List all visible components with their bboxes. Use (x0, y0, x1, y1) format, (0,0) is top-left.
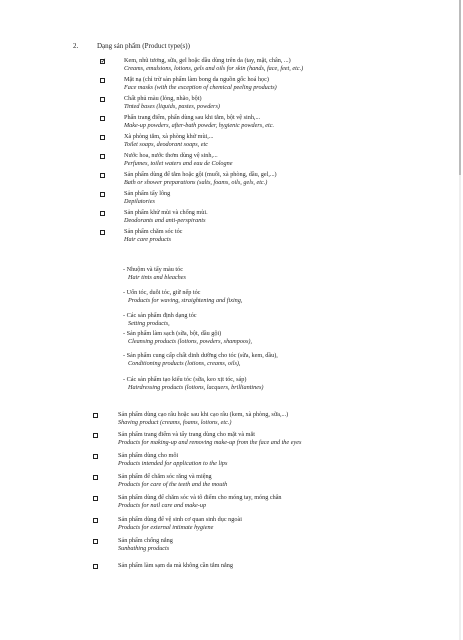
product-type-checkbox[interactable] (100, 154, 105, 159)
product-type-checkbox[interactable] (100, 59, 105, 64)
product-type-item (118, 562, 233, 570)
product-type-checkbox[interactable] (100, 135, 105, 140)
hair-care-subitem (123, 289, 242, 305)
product-type-checkbox[interactable] (100, 230, 105, 235)
subitem-label-vi: - Các sản phẩm định dạng tóc (123, 312, 197, 319)
item-label-en: Shaving product (creams, foams, lotions, etc.) (118, 419, 232, 426)
item-label-en: Deodorants and anti-perspirants (124, 217, 206, 224)
subitem-label-en: Products for waving, straightening and fixing, (128, 297, 243, 304)
product-type-checkbox[interactable] (100, 173, 105, 178)
product-type-item (118, 516, 242, 532)
section-title: Dạng sản phẩm (Product type(s)) (97, 42, 190, 50)
product-type-item (124, 57, 303, 73)
product-type-item (124, 95, 220, 111)
subitem-label-en: Conditioning products (lotions, creams, oils), (128, 360, 241, 367)
scan-edge (459, 0, 461, 640)
item-label-vi: Sản phẩm để chăm sóc răng và miệng (118, 473, 212, 480)
product-type-checkbox[interactable] (100, 116, 105, 121)
subitem-label-vi: - Các sản phẩm tạo kiểu tóc (sữa, keo xịt tóc, sáp) (123, 376, 247, 383)
product-type-item (124, 76, 277, 92)
product-type-item (118, 537, 173, 553)
item-label-vi: Sản phẩm dùng để tắm hoặc gội (muối, xà phòng, dầu, gel,...) (124, 171, 277, 178)
item-label-en: Toilet soaps, deodorant soaps, etc (124, 141, 208, 148)
subitem-label-en: Cleansing products (lotions, powders, shampoos), (128, 338, 253, 345)
item-label-vi: Sản phẩm khử mùi và chống mùi. (124, 209, 208, 216)
item-label-en: Products for making-up and removing make-up from the face and the eyes (118, 439, 302, 446)
product-type-checkbox[interactable] (100, 97, 105, 102)
item-label-en: Depilatories (124, 198, 155, 205)
subitem-label-en: Setting products, (128, 320, 170, 327)
product-type-item (118, 452, 227, 468)
product-type-checkbox[interactable] (93, 539, 98, 544)
product-type-checkbox[interactable] (93, 454, 98, 459)
item-label-vi: Xà phòng tắm, xà phòng khử mùi,... (124, 133, 214, 140)
hair-care-subitem (123, 330, 252, 346)
item-label-en: Hair care products (124, 236, 171, 243)
item-label-en: Products intended for application to the lips (118, 460, 228, 467)
subitem-label-vi: - Nhuộm và tẩy màu tóc (123, 266, 183, 273)
product-type-checkbox[interactable] (93, 433, 98, 438)
product-type-checkbox[interactable] (93, 413, 98, 418)
product-type-item (124, 133, 213, 149)
product-type-item (124, 228, 182, 244)
product-type-item (124, 171, 277, 187)
item-label-vi: Sản phẩm dùng cạo râu hoặc sau khi cạo râu (kem, xà phòng, sữa,...) (118, 411, 289, 418)
item-label-vi: Sản phẩm tẩy lông (124, 190, 171, 197)
subitem-label-en: Hairdressing products (lotions, lacquers, brilliantines) (128, 384, 264, 391)
item-label-vi: Sản phẩm làm sạm da mà không cần tắm nắng (118, 562, 233, 569)
item-label-vi: Sản phẩm chăm sóc tóc (124, 228, 183, 235)
item-label-en: Bath or shower preparations (salts, foams, oils, gels, etc.) (124, 179, 268, 186)
product-type-checkbox[interactable] (93, 518, 98, 523)
product-type-checkbox[interactable] (93, 496, 98, 501)
item-label-vi: Kem, nhũ tương, sữa, gel hoặc dầu dùng trên da (tay, mặt, chân, ...) (124, 57, 291, 64)
product-type-checkbox[interactable] (93, 475, 98, 480)
subitem-label-vi: - Sản phẩm cung cấp chất dinh dưỡng cho tóc (sữa, kem, dầu), (123, 352, 278, 359)
product-type-checkbox[interactable] (93, 564, 98, 569)
product-type-item (124, 152, 232, 168)
subitem-label-vi: - Sản phẩm làm sạch (sữa, bột, dầu gội) (123, 330, 222, 337)
item-label-en: Tinted bases (liquids, pastes, powders) (124, 103, 220, 110)
subitem-label-vi: - Uốn tóc, duỗi tóc, giữ nếp tóc (123, 289, 201, 296)
item-label-en: Sunbathing products (118, 545, 170, 552)
item-label-en: Make-up powders, after-bath powder, hygienic powders, etc. (124, 122, 275, 129)
section-number: 2. (73, 42, 79, 50)
hair-care-subitem (123, 266, 186, 282)
subitem-label-en: Hair tints and bleaches (128, 274, 186, 281)
item-label-vi: Sản phẩm dùng để chăm sóc và tô điểm cho móng tay, móng chân (118, 494, 282, 501)
product-type-item (118, 411, 288, 427)
item-label-en: Products for nail care and make-up (118, 502, 207, 509)
product-type-item (124, 209, 208, 225)
item-label-vi: Mặt nạ (chỉ trừ sản phẩm làm bong da nguồn gốc hoá học) (124, 76, 269, 83)
hair-care-subitem (123, 352, 278, 368)
item-label-en: Products for care of the teeth and the mouth (118, 481, 228, 488)
item-label-en: Products for external intimate hygiene (118, 524, 214, 531)
item-label-vi: Sản phẩm dùng để vệ sinh cơ quan sinh dục ngoài (118, 516, 242, 523)
product-type-item (118, 494, 282, 510)
product-type-item (118, 431, 301, 447)
hair-care-subitem (123, 312, 197, 328)
product-type-checkbox[interactable] (100, 211, 105, 216)
product-type-checkbox[interactable] (100, 192, 105, 197)
product-type-item (124, 190, 170, 206)
item-label-en: Face masks (with the exception of chemical peeling products) (124, 84, 277, 91)
product-type-checkbox[interactable] (100, 78, 105, 83)
item-label-vi: Chất phủ màu (lỏng, nhão, bột) (124, 95, 202, 102)
item-label-vi: Nước hoa, nước thơm dùng vệ sinh,... (124, 152, 218, 159)
hair-care-subitem (123, 376, 263, 392)
item-label-vi: Phấn trang điểm, phấn dùng sau khi tắm, bột vệ sinh,... (124, 114, 261, 121)
item-label-en: Perfumes, toilet waters and eau de Cologne (124, 160, 233, 167)
item-label-vi: Sản phẩm trang điểm và tẩy trang dùng cho mặt và mắt (118, 431, 255, 438)
product-type-item (118, 473, 227, 489)
item-label-vi: Sản phẩm chống nắng (118, 537, 173, 544)
item-label-en: Creams, emulsions, lotions, gels and oils for skin (hands, face, feet, etc.) (124, 65, 304, 72)
item-label-vi: Sản phẩm dùng cho môi (118, 452, 179, 459)
product-type-item (124, 114, 274, 130)
